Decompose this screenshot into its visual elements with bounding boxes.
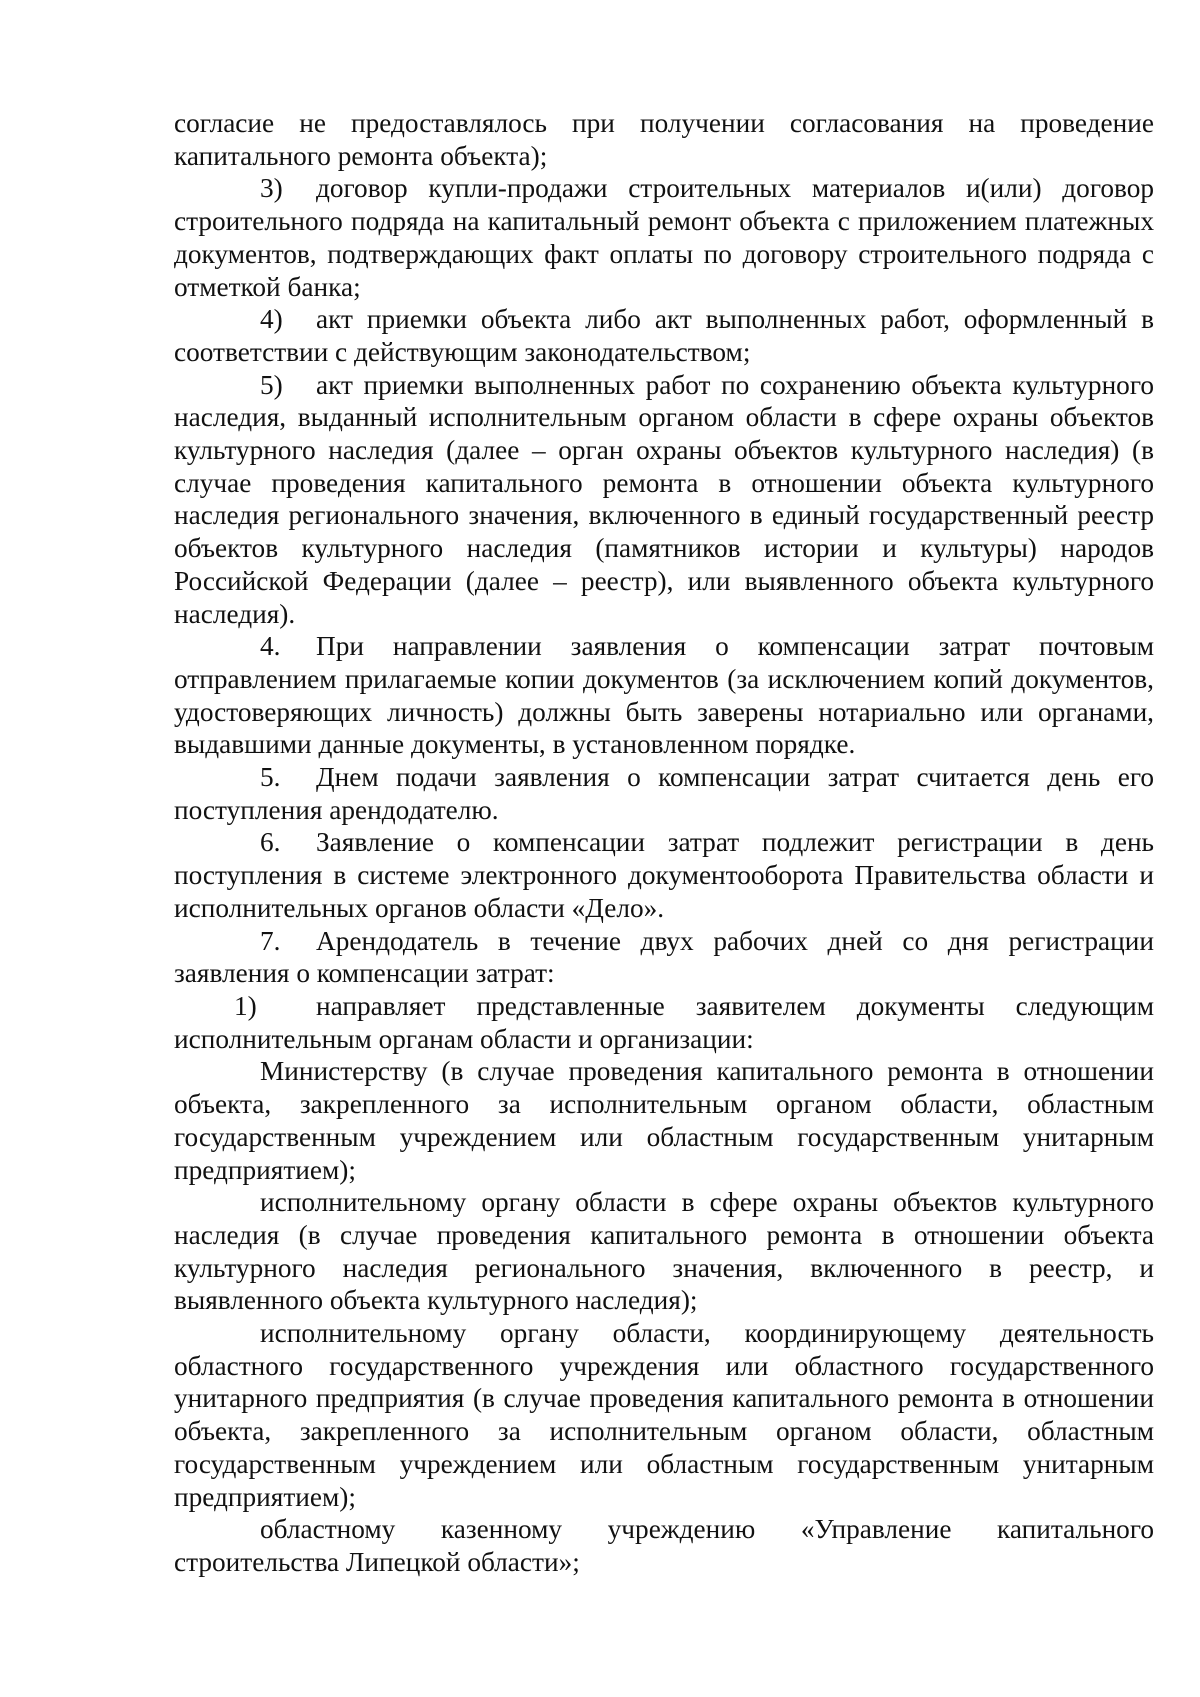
item-number: 5)	[260, 369, 283, 400]
paragraph-item-3	[174, 172, 1154, 303]
item-number: 3)	[260, 173, 283, 204]
paragraph-text: акт приемки объекта либо акт выполненных работ, оформленный в соответствии с действующим законодательством;	[174, 304, 1154, 367]
paragraph-text: исполнительному органу области в сфере охраны объектов культурного наследия (в случае проведения капитального ремонта в отношении объекта культурного наследия регионального значения, включенного в реестр, и выявленного объекта культурного наследия);	[174, 1187, 1154, 1316]
paragraph-item-5	[174, 369, 1154, 631]
clause-number: 7.	[260, 925, 281, 956]
clause-number: 4.	[260, 631, 281, 662]
paragraph-subitem-1	[174, 990, 1154, 1055]
paragraph-recipient-construction	[174, 1513, 1154, 1578]
item-number: 4)	[260, 304, 283, 335]
paragraph-recipient-coordinator	[174, 1317, 1154, 1513]
paragraph-text: согласие не предоставлялось при получении согласования на проведение капитального ремонта объекта);	[174, 108, 1154, 171]
paragraph-text: При направлении заявления о компенсации затрат почтовым отправлением прилагаемые копии документов (за исключением копий документов, удостоверяющих личность) должны быть заверены нотариально или органами, выдавшими данные документы, в установленном порядке.	[174, 631, 1154, 760]
paragraph-clause-4	[174, 630, 1154, 761]
paragraph-text: Арендодатель в течение двух рабочих дней со дня регистрации заявления о компенсации затрат:	[174, 925, 1154, 989]
paragraph-text: областному казенному учреждению «Управление капитального строительства Липецкой области»;	[174, 1514, 1154, 1577]
document-page	[174, 107, 1154, 1579]
paragraph-text: исполнительному органу области, координирующему деятельность областного государственного учреждения или областного государственного унитарного предприятия (в случае проведения капитального ремонта в отношении объекта, закрепленного за исполнительным органом области, областным государственным учреждением или областным государственным унитарным предприятием);	[174, 1318, 1154, 1512]
paragraph-text: Заявление о компенсации затрат подлежит регистрации в день поступления в системе электронного документооборота Правительства области и исполнительных органов области «Дело».	[174, 827, 1154, 923]
paragraph-clause-7	[174, 925, 1154, 990]
paragraph-text: Министерству (в случае проведения капитального ремонта в отношении объекта, закрепленного за исполнительным органом области, областным государственным учреждением или областным государственным унитарным предприятием);	[174, 1056, 1154, 1185]
clause-number: 5.	[260, 762, 281, 793]
paragraph-text: Днем подачи заявления о компенсации затрат считается день его поступления арендодателю.	[174, 762, 1154, 825]
paragraph-text: договор купли-продажи строительных материалов и(или) договор строительного подряда на капитальный ремонт объекта с приложением платежных документов, подтверждающих факт оплаты по договору строительного подряда с отметкой банка;	[174, 173, 1154, 302]
paragraph-text: направляет представленные заявителем документы следующим исполнительным органам области и организации:	[174, 990, 1154, 1054]
paragraph-clause-5	[174, 761, 1154, 826]
item-number: 1)	[234, 990, 257, 1021]
paragraph-clause-6	[174, 826, 1154, 924]
paragraph-item-4	[174, 303, 1154, 368]
clause-number: 6.	[260, 827, 281, 858]
paragraph-recipient-heritage	[174, 1186, 1154, 1317]
paragraph-recipient-ministry	[174, 1055, 1154, 1186]
paragraph-continuation	[174, 107, 1154, 172]
paragraph-text: акт приемки выполненных работ по сохранению объекта культурного наследия, выданный исполнительным органом области в сфере охраны объектов культурного наследия (далее – орган охраны объектов культурного наследия) (в случае проведения капитального ремонта в отношении объекта культурного наследия регионального значения, включенного в единый государственный реестр объектов культурного наследия (памятников истории и культуры) народов Российской Федерации (далее – реестр), или выявленного объекта культурного наследия).	[174, 369, 1154, 629]
